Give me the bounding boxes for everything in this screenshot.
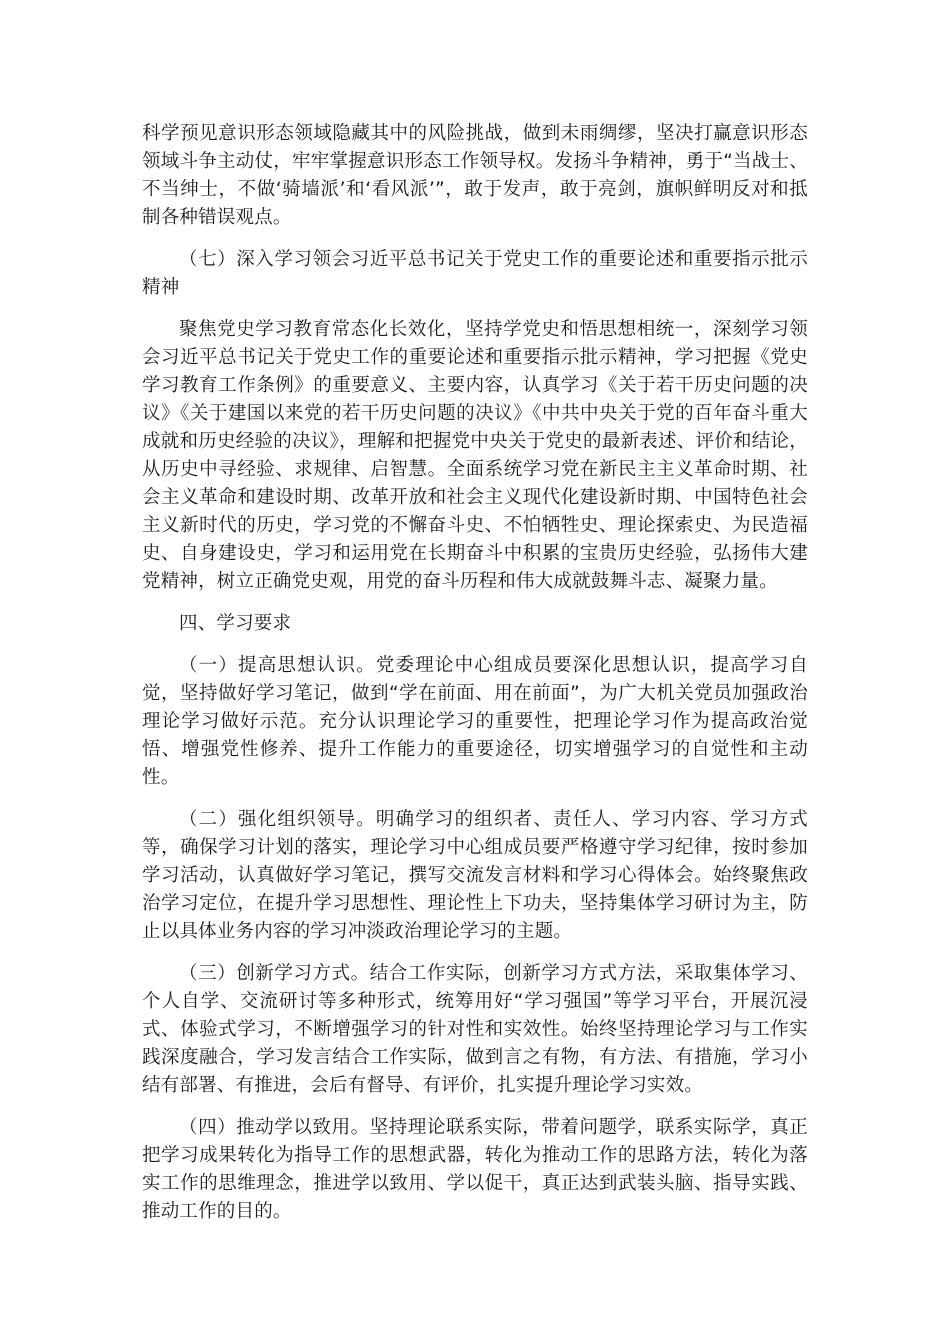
document-body: [142, 120, 808, 1240]
paragraph-continuation: 科学预见意识形态领域隐藏其中的风险挑战，做到未雨绸缪，坚决打赢意识形态领域斗争主动仗，牢牢掌握意识形态工作领导权。发扬斗争精神，勇于“当战士、不当绅士，不做‘骑墙派’和‘看风派’”，敢于发声，敢于亮剑，旗帜鲜明反对和抵制各种错误观点。: [142, 123, 808, 228]
requirement-one: （一）提高思想认识。党委理论中心组成员要深化思想认识，提高学习自觉，坚持做好学习笔记，做到“学在前面、用在前面”，为广大机关党员加强政治理论学习做好示范。充分认识理论学习的重要性，把理论学习作为提高政治觉悟、增强党性修养、提升工作能力的重要途径，切实增强学习的自觉性和主动性。: [142, 655, 808, 788]
section-heading-seven: （七）深入学习领会习近平总书记关于党史工作的重要论述和重要指示批示精神: [142, 249, 808, 298]
requirement-four: （四）推动学以致用。坚持理论联系实际，带着问题学，联系实际学，真正把学习成果转化为指导工作的思想武器，转化为推动工作的思路方法，转化为落实工作的思维理念，推进学以致用、学以促干，真正达到武装头脑、指导实践、推动工作的目的。: [142, 1117, 808, 1222]
section-heading-requirements: 四、学习要求: [179, 613, 292, 634]
requirement-two: （二）强化组织领导。明确学习的组织者、责任人、学习内容、学习方式等，确保学习计划的落实，理论学习中心组成员要严格遵守学习纪律，按时参加学习活动，认真做好学习笔记，撰写交流发言材料和学习心得体会。始终聚焦政治学习定位，在提升学习思想性、理论性上下功夫，坚持集体学习研讨为主，防止以具体业务内容的学习冲淡政治理论学习的主题。: [142, 809, 808, 942]
paragraph-party-history: 聚焦党史学习教育常态化长效化，坚持学党史和悟思想相统一，深刻学习领会习近平总书记关于党史工作的重要论述和重要指示批示精神，学习把握《党史学习教育工作条例》的重要意义、主要内容，认真学习《关于若干历史问题的决议》《关于建国以来党的若干历史问题的决议》《中共中央关于党的百年奋斗重大成就和历史经验的决议》，理解和把握党中央关于党史的最新表述、评价和结论，从历史中寻经验、求规律、启智慧。全面系统学习党在新民主主义革命时期、社会主义革命和建设时期、改革开放和社会主义现代化建设新时期、中国特色社会主义新时代的历史，学习党的不懈奋斗史、不怕牺牲史、理论探索史、为民造福史、自身建设史，学习和运用党在长期奋斗中积累的宝贵历史经验，弘扬伟大建党精神，树立正确党史观，用党的奋斗历程和伟大成就鼓舞斗志、凝聚力量。: [142, 319, 808, 592]
requirement-three: （三）创新学习方式。结合工作实际，创新学习方式方法，采取集体学习、个人自学、交流研讨等多种形式，统筹用好“学习强国”等学习平台，开展沉浸式、体验式学习，不断增强学习的针对性和实效性。始终坚持理论学习与工作实践深度融合，学习发言结合工作实际，做到言之有物，有方法、有措施，学习小结有部署、有推进，会后有督导、有评价，扎实提升理论学习实效。: [142, 963, 808, 1096]
